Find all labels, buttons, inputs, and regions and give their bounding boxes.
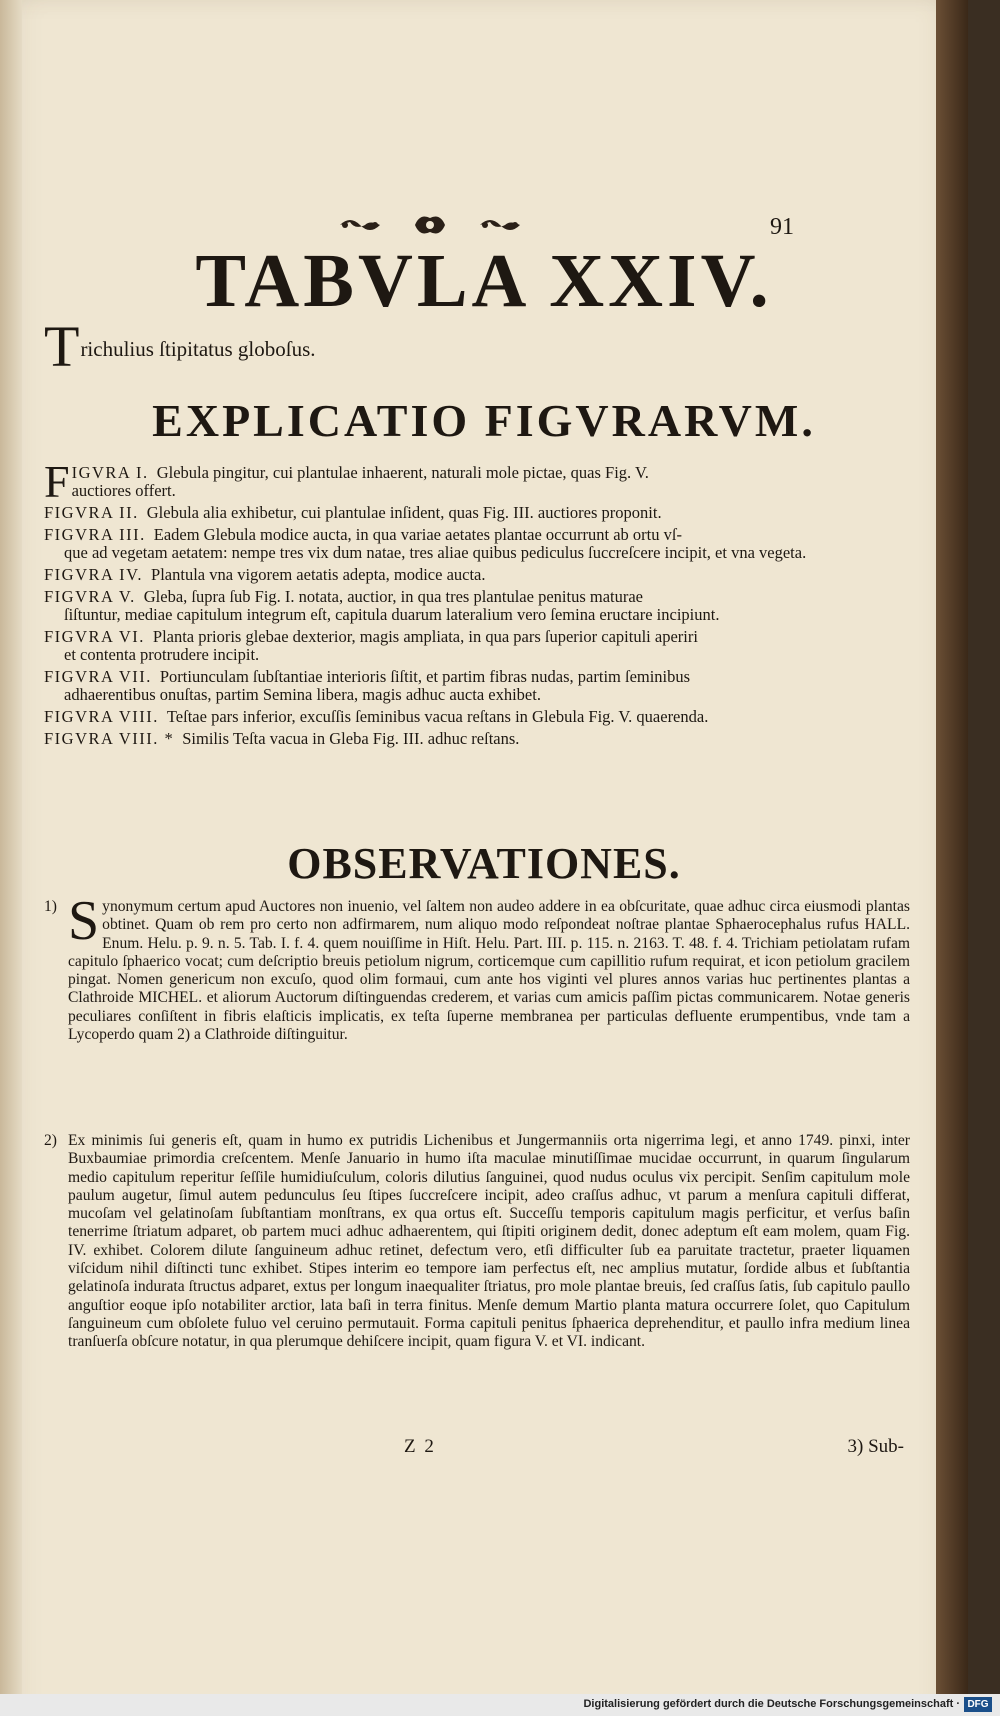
page-number: 91 (770, 214, 794, 240)
figure-text-continued: et contenta protrudere incipit. (64, 645, 260, 664)
figure-text: Eadem Glebula modice aucta, in qua variae aetates plantae occurrunt ab ortu vſ- (153, 525, 682, 544)
signature-mark: Z 2 (404, 1436, 436, 1457)
figure-text: Plantula vna vigorem aetatis adepta, modice aucta. (151, 565, 486, 584)
observation-body (68, 890, 910, 1044)
dfg-logo-icon: DFG (964, 1697, 992, 1712)
figure-label: FIGVRA V. (44, 587, 136, 606)
ornament-icon (330, 210, 530, 240)
observation-body (68, 1132, 910, 1352)
figure-entry (44, 668, 904, 704)
observation-number: 2) (44, 1132, 57, 1149)
figure-text: Glebula pingitur, cui plantulae inhaerent, naturali mole pictae, quas Fig. V. (156, 463, 649, 482)
figure-entry (44, 504, 904, 522)
banner-text: Digitalisierung gefördert durch die Deutsche Forschungsgemeinschaft · (583, 1698, 960, 1710)
figure-entry (44, 588, 904, 624)
plate-title: TABVLA XXIV. (195, 239, 773, 323)
figure-text: Glebula alia exhibetur, cui plantulae inſident, quas Fig. III. auctiores proponit. (146, 503, 662, 522)
figure-entry (44, 730, 904, 748)
observationes-heading: OBSERVATIONES. (287, 839, 681, 888)
figure-label: FIGVRA III. (44, 525, 146, 544)
species-name (44, 314, 924, 379)
figure-label: FIGVRA II. (44, 503, 139, 522)
figure-entry (44, 628, 904, 664)
digitization-banner (0, 1694, 1000, 1716)
figure-label: FIGVRA VI. (44, 627, 145, 646)
figure-entry (44, 566, 904, 584)
figure-label: FIGVRA VIII. * (44, 729, 175, 748)
figure-text: Planta prioris glebae dexterior, magis ampliata, in qua pars ſuperior capituli aperiri (152, 627, 698, 646)
figure-label: FIGVRA VIII. (44, 707, 159, 726)
drop-cap: S (68, 890, 100, 952)
figure-label: FIGVRA IV. (44, 565, 144, 584)
figure-text: Teſtae pars inferior, excuſſis ſeminibus vacua reſtans in Glebula Fig. V. quaerenda. (166, 707, 709, 726)
observation-text: ynonymum certum apud Auctores non inuenio, vel ſaltem non audeo addere in ea obſcuritate, quae adhuc circa eiusmodi plantas obtinet. Quam ob rem pro certo non adfirmarem, num aliquo modo reſpondeat noſtrae plantae Sphaerocephalus rufus HALL. Enum. Helu. p. 9. n. 5. Tab. I. f. 4. quem nouiſſime in Hiſt. Helu. Part. III. p. 115. n. 2163. T. 48. f. 4. Trichiam petiolatam rufam capitulo ſphaerico vocat; cum deſcriptio breuis petiolum nigrum, corticemque cum capillitio rufum requirat, et icon petiolum gracilem pingat. Nomen genericum non excuſo, quod olim formaui, cum ante hos viginti vel plures annos varias huc pertinentes plantas a Clathroide MICHEL. et aliorum Auctorum diſtinguendas crederem, et varias cum amicis paſſim pictas communicarem. Notae generis peculiares conſiſtent in fibris elaſticis implicatis, ex teſta ſuperne membranea per particulas defluente erumpentibus, vnde tam a Lycoperdo quam 2) a Clathroide diſtinguitur. (68, 898, 910, 1044)
figure-text-continued: adhaerentibus onuſtas, partim Semina libera, magis adhuc aucta exhibet. (64, 685, 541, 704)
drop-cap: T (44, 314, 80, 379)
figure-entry (44, 456, 904, 507)
drop-cap: F (44, 456, 70, 507)
figure-text-continued: que ad vegetam aetatem: nempe tres vix dum natae, tres aliae quibus pediculus ſuccreſcere incipit, et vna vegeta. (64, 543, 807, 562)
figure-text-continued: ſiſtuntur, mediae capitulum integrum eſt, capitula duarum lateralium vero ſemina eructare incipiunt. (64, 605, 720, 624)
figure-entry (44, 708, 904, 726)
observation-1 (44, 890, 910, 1044)
observation-number: 1) (44, 898, 57, 915)
species-name-text: richulius ſtipitatus globoſus. (80, 337, 316, 361)
figure-text-continued: auctiores offert. (71, 481, 176, 500)
figure-text: Portiunculam ſubſtantiae interioris ſiſtit, et partim fibras nudas, partim ſeminibus (159, 667, 691, 686)
figure-entry (44, 526, 904, 562)
page-footer (44, 1436, 910, 1460)
figure-label: IGVRA I. (71, 463, 149, 482)
observation-2 (44, 1132, 910, 1352)
observation-text: Ex minimis ſui generis eſt, quam in humo ex putridis Lichenibus et Jungermanniis orta nigerrima legi, et anno 1749. pinxi, inter Buxbaumiae primordia creſcentem. Menſe Januario in humo iſta maculae minutiſſimae mucidae occurrunt, in quarum ſingularum medio capitulum reperitur ſeſſile humidiuſculum, coloris dilutius ſanguinei, quod nudus oculus vix percipit. Senſim capitulum mole paulum augetur, ſimul autem pedunculus ſeu ſtipes ſuccreſcere incipit, adeo craſſus adhuc, vt parum a menſura capituli differat, mucoſam vel gelatinoſam ſubſtantiam monſtrans, ex qua ortus eſt. Succeſſu temporis capitulum magis perficitur, et verſus baſin tenerrime ſtriatum adparet, ob partem muci adhuc adhaerentem, qui ſtipiti originem dedit, donec adeptum eſt eam molem, quam Fig. IV. exhibet. Colorem dilute ſanguineum adhuc retinet, defectum vero, etſi difficulter ſub ea paruitate tractetur, praeter liquamen viſcidum nihil diſtincti tunc exhibet. Stipes interim eo tempore iam perfectus eſt, nec amplius mutatur, ſordide albus et ſubſtantia gelatinoſa indurata ſtructus adparet, extus per longum inaequaliter ſtriatus, pro mole plantae breuis, ſed craſſus ſatis, ſub capitulo paullo anguſtior eoque ipſo notabiliter arctior, lata baſi in terra finitus. Menſe demum Martio planta matura occurrere ſolet, quo Capitulum ſanguineum cum obſolete fuluo vel ceruino permutauit. Forma capituli penitus ſphaerica deprehenditur, et paullo infra medium linea tranſuerſa obſcure notatur, in qua plerumque dehiſcere incipit, quam figura V. et VI. indicant. (68, 1132, 910, 1351)
catchword: 3) Sub- (847, 1436, 904, 1457)
figure-text: Similis Teſta vacua in Gleba Fig. III. adhuc reſtans. (182, 729, 520, 748)
figure-list (44, 456, 904, 752)
figure-text: Gleba, ſupra ſub Fig. I. notata, auctior, in qua tres plantulae penitus maturae (143, 587, 643, 606)
explicatio-heading: EXPLICATIO FIGVRARVM. (152, 395, 816, 446)
figure-label: FIGVRA VII. (44, 667, 152, 686)
